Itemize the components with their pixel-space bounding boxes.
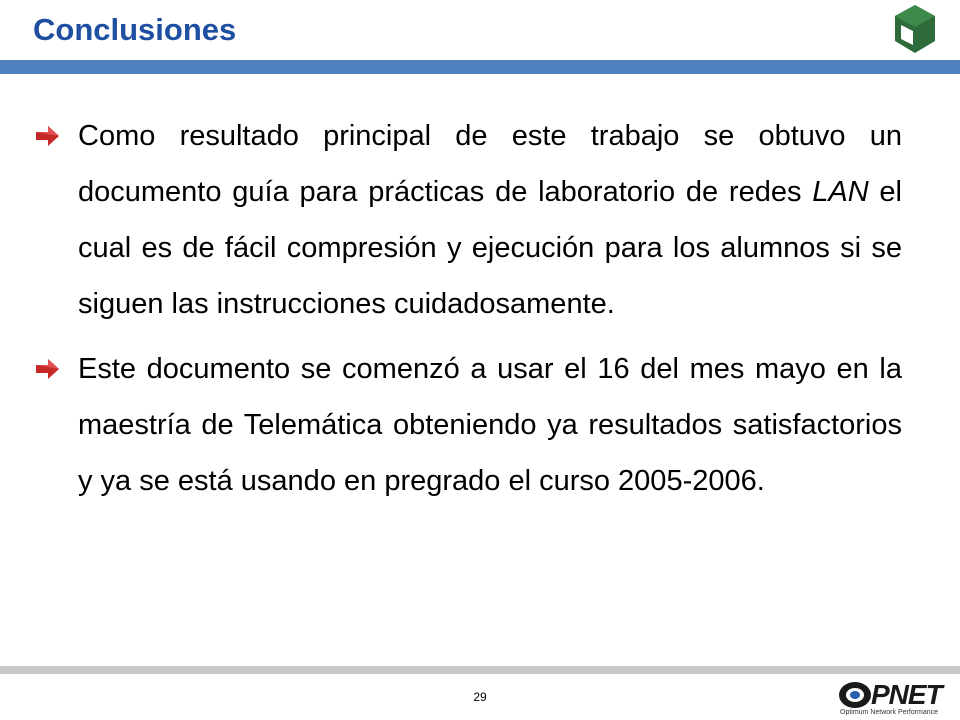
opnet-globe-icon	[838, 681, 872, 709]
bullet-item	[30, 108, 902, 332]
arrow-bullet-icon	[36, 358, 60, 380]
title-divider-bar	[0, 60, 960, 74]
footer-divider-bar	[0, 666, 960, 674]
bullet-text: Este documento se comenzó a usar el 16 del mes mayo en la maestría de Telemática obteniendo ya resultados satisfactorios y ya se está usando en pregrado el curso 2005-2006.	[78, 353, 902, 497]
cube-logo-icon	[893, 3, 937, 55]
arrow-bullet-icon	[36, 125, 60, 147]
bullet-text-part: el cual es de fácil compresión y ejecución para los alumnos si se siguen las instrucciones cuidadosamente.	[78, 176, 902, 320]
slide-content	[30, 108, 902, 518]
opnet-logo	[838, 679, 956, 719]
slide-title: Conclusiones	[33, 12, 237, 47]
bullet-item	[30, 341, 902, 509]
bullet-text	[78, 108, 902, 332]
page-number: 29	[473, 690, 487, 704]
bullet-text-italic: LAN	[812, 176, 869, 208]
opnet-brand-text: PNET	[871, 679, 942, 710]
opnet-tagline: Optimum Network Performance	[840, 709, 939, 716]
bullet-text-part: Como resultado principal de este trabajo se obtuvo un documento guía para prácticas de laboratorio de redes	[78, 120, 902, 208]
